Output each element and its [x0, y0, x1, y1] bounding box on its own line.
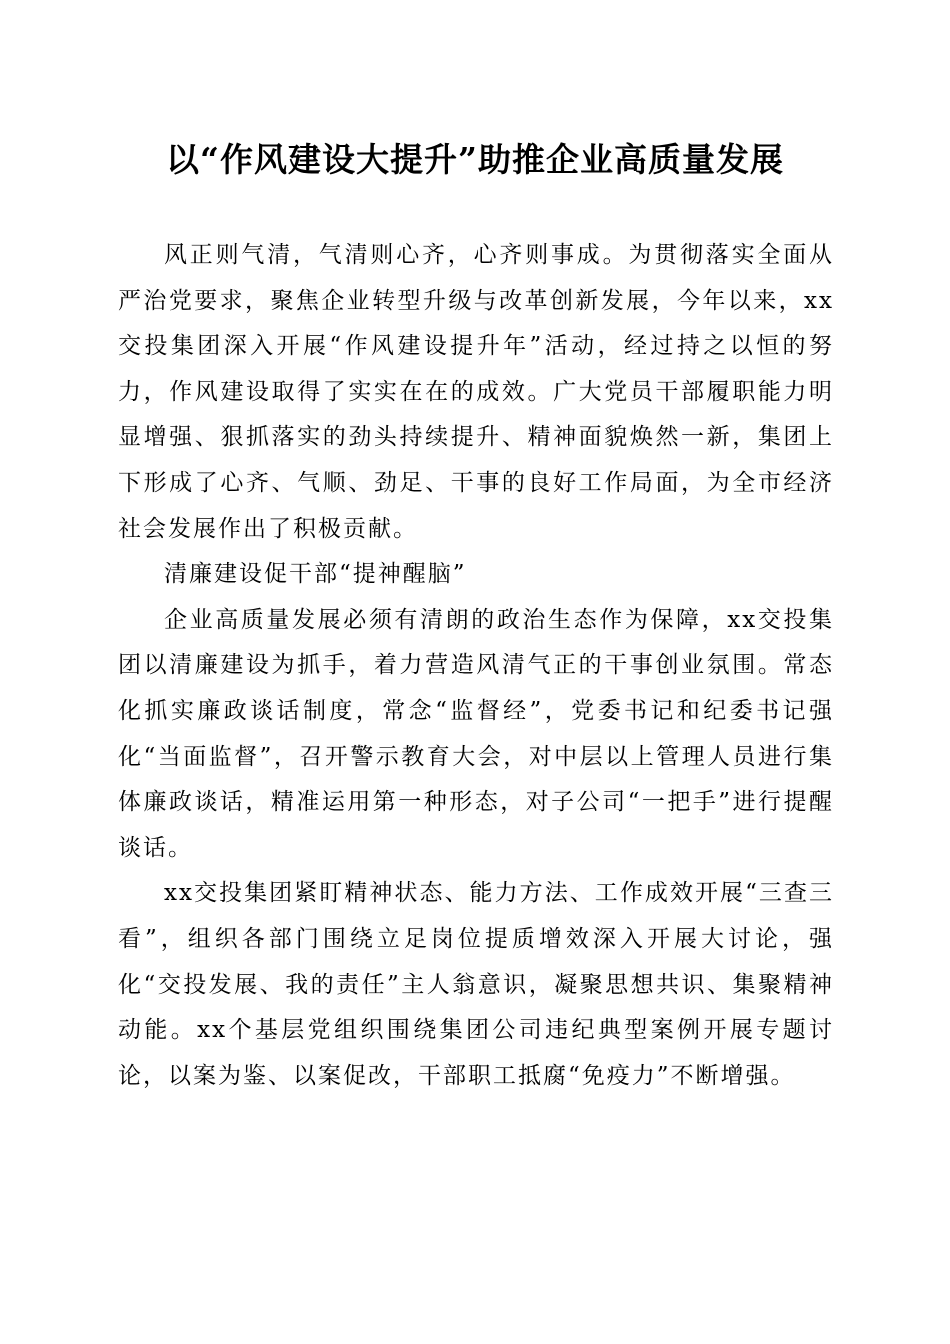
paragraph-three-checks: xx交投集团紧盯精神状态、能力方法、工作成效开展“三查三看”，组织各部门围绕立足岗位提质增效深入开展大讨论，强化“交投发展、我的责任”主人翁意识，凝聚思想共识、集聚精神动能。xx个基层党组织围绕集团公司违纪典型案例开展专题讨论，以案为鉴、以案促改，干部职工抵腐“免疫力”不断增强。 [118, 880, 834, 1089]
paragraph-clean-governance: 企业高质量发展必须有清朗的政治生态作为保障，xx交投集团以清廉建设为抓手，着力营造风清气正的干事创业氛围。常态化抓实廉政谈话制度，常念“监督经”，党委书记和纪委书记强化“当面监督”，召开警示教育大会，对中层以上管理人员进行集体廉政谈话，精准运用第一种形态，对子公司“一把手”进行提醒谈话。 [118, 606, 834, 861]
paragraph-intro: 风正则气清，气清则心齐，心齐则事成。为贯彻落实全面从严治党要求，聚焦企业转型升级与改革创新发展，今年以来，xx交投集团深入开展“作风建设提升年”活动，经过持之以恒的努力，作风建设取得了实实在在的成效。广大党员干部履职能力明显增强、狠抓落实的劲头持续提升、精神面貌焕然一新，集团上下形成了心齐、气顺、劲足、干事的良好工作局面，为全市经济社会发展作出了积极贡献。 [118, 242, 834, 542]
section-heading: 清廉建设促干部“提神醒脑” [164, 561, 467, 588]
document-body [118, 233, 834, 1099]
document-title: 以“作风建设大提升”助推企业高质量发展 [166, 140, 784, 179]
